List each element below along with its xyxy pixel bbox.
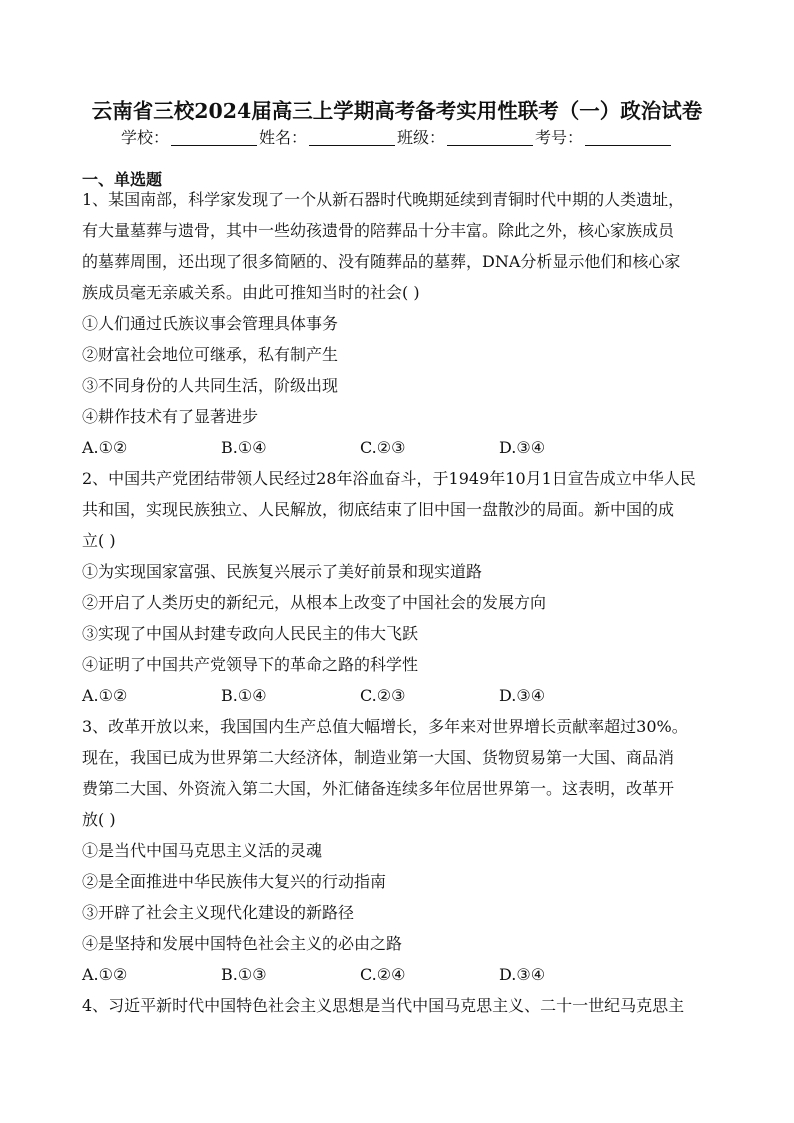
- stem-line: 3、改革开放以来，我国国内生产总值大幅增长，多年来对世界增长贡献率超过30%。: [82, 717, 688, 736]
- stem-line: 现在，我国已成为世界第二大经济体，制造业第一大国、货物贸易第一大国、商品消: [82, 748, 675, 767]
- question-stem: [82, 711, 712, 835]
- stem-line: 4、习近平新时代中国特色社会主义思想是当代中国马克思主义、二十一世纪马克思主: [82, 996, 685, 1015]
- info-label: 姓名：: [258, 128, 307, 147]
- question: [82, 711, 712, 990]
- info-field-exam-number: [535, 125, 673, 148]
- stem-line: 族成员毫无亲戚关系。由此可推知当时的社会( ): [82, 283, 420, 302]
- stem-line: 的墓葬周围，还出现了很多简陋的、没有随葬品的墓葬，DNA分析显示他们和核心家: [82, 252, 681, 271]
- choice-c[interactable]: C.②④: [360, 965, 406, 984]
- statement-option: ①人们通过氏族议事会管理具体事务: [82, 314, 339, 333]
- statement-option: ④耕作技术有了显著进步: [82, 407, 259, 426]
- choice-b[interactable]: B.①③: [221, 965, 267, 984]
- question: [82, 184, 712, 463]
- stem-line: 放( ): [82, 810, 116, 829]
- fill-blank[interactable]: [585, 129, 671, 146]
- question-stem: [82, 463, 712, 556]
- statement-option: ②是全面推进中华民族伟大复兴的行动指南: [82, 872, 387, 891]
- choice-c[interactable]: C.②③: [360, 686, 406, 705]
- choice-d[interactable]: D.③④: [499, 965, 546, 984]
- statement-option: ②财富社会地位可继承，私有制产生: [82, 345, 339, 364]
- info-field-class: [397, 125, 535, 148]
- info-label: 学校：: [120, 128, 169, 147]
- stem-line: 2、中国共产党团结带领人民经过28年浴血奋斗，于1949年10月1日宣告成立中华人民: [82, 469, 696, 488]
- question-list: [82, 184, 712, 1021]
- stem-line: 共和国，实现民族独立、人民解放，彻底结束了旧中国一盘散沙的局面。新中国的成: [82, 500, 675, 519]
- choice-b[interactable]: B.①④: [221, 686, 267, 705]
- stem-line: 有大量墓葬与遗骨，其中一些幼孩遗骨的陪葬品十分丰富。除此之外，核心家族成员: [82, 221, 675, 240]
- question-stem: [82, 990, 712, 1021]
- choice-d[interactable]: D.③④: [499, 438, 546, 457]
- statement-option: ①为实现国家富强、民族复兴展示了美好前景和现实道路: [82, 562, 483, 581]
- fill-blank[interactable]: [171, 129, 257, 146]
- question: [82, 463, 712, 711]
- stem-line: 1、某国南部，科学家发现了一个从新石器时代晚期延续到青铜时代中期的人类遗址，: [82, 190, 685, 209]
- stem-line: 费第二大国、外资流入第二大国，外汇储备连续多年位居世界第一。这表明，改革开: [82, 779, 675, 798]
- question: [82, 990, 712, 1021]
- info-label: 班级：: [397, 128, 446, 147]
- statement-option: ①是当代中国马克思主义活的灵魂: [82, 841, 323, 860]
- statement-option: ③实现了中国从封建专政向人民民主的伟大飞跃: [82, 624, 419, 643]
- statement-option: ④证明了中国共产党领导下的革命之路的科学性: [82, 655, 419, 674]
- fill-blank[interactable]: [447, 129, 533, 146]
- statement-option: ④是坚持和发展中国特色社会主义的必由之路: [82, 934, 403, 953]
- page-title: 云南省三校2024届高三上学期高考备考实用性联考（一）政治试卷: [91, 99, 703, 123]
- answer-choices: [82, 432, 712, 463]
- info-label: 考号：: [535, 128, 584, 147]
- info-field-name: [259, 125, 397, 148]
- statement-option: ③不同身份的人共同生活，阶级出现: [82, 376, 339, 395]
- choice-b[interactable]: B.①④: [221, 438, 267, 457]
- answer-choices: [82, 959, 712, 990]
- choice-a[interactable]: A.①②: [82, 438, 128, 457]
- section-heading: 一、单选题: [82, 170, 163, 189]
- choice-a[interactable]: A.①②: [82, 686, 128, 705]
- choice-d[interactable]: D.③④: [499, 686, 546, 705]
- choice-a[interactable]: A.①②: [82, 965, 128, 984]
- answer-choices: [82, 680, 712, 711]
- stem-line: 立( ): [82, 531, 116, 550]
- info-field-school: [121, 125, 259, 148]
- statement-option: ③开辟了社会主义现代化建设的新路径: [82, 903, 355, 922]
- question-stem: [82, 184, 712, 308]
- fill-blank[interactable]: [309, 129, 395, 146]
- student-info-row: [0, 125, 794, 148]
- choice-c[interactable]: C.②③: [360, 438, 406, 457]
- statement-option: ②开启了人类历史的新纪元，从根本上改变了中国社会的发展方向: [82, 593, 547, 612]
